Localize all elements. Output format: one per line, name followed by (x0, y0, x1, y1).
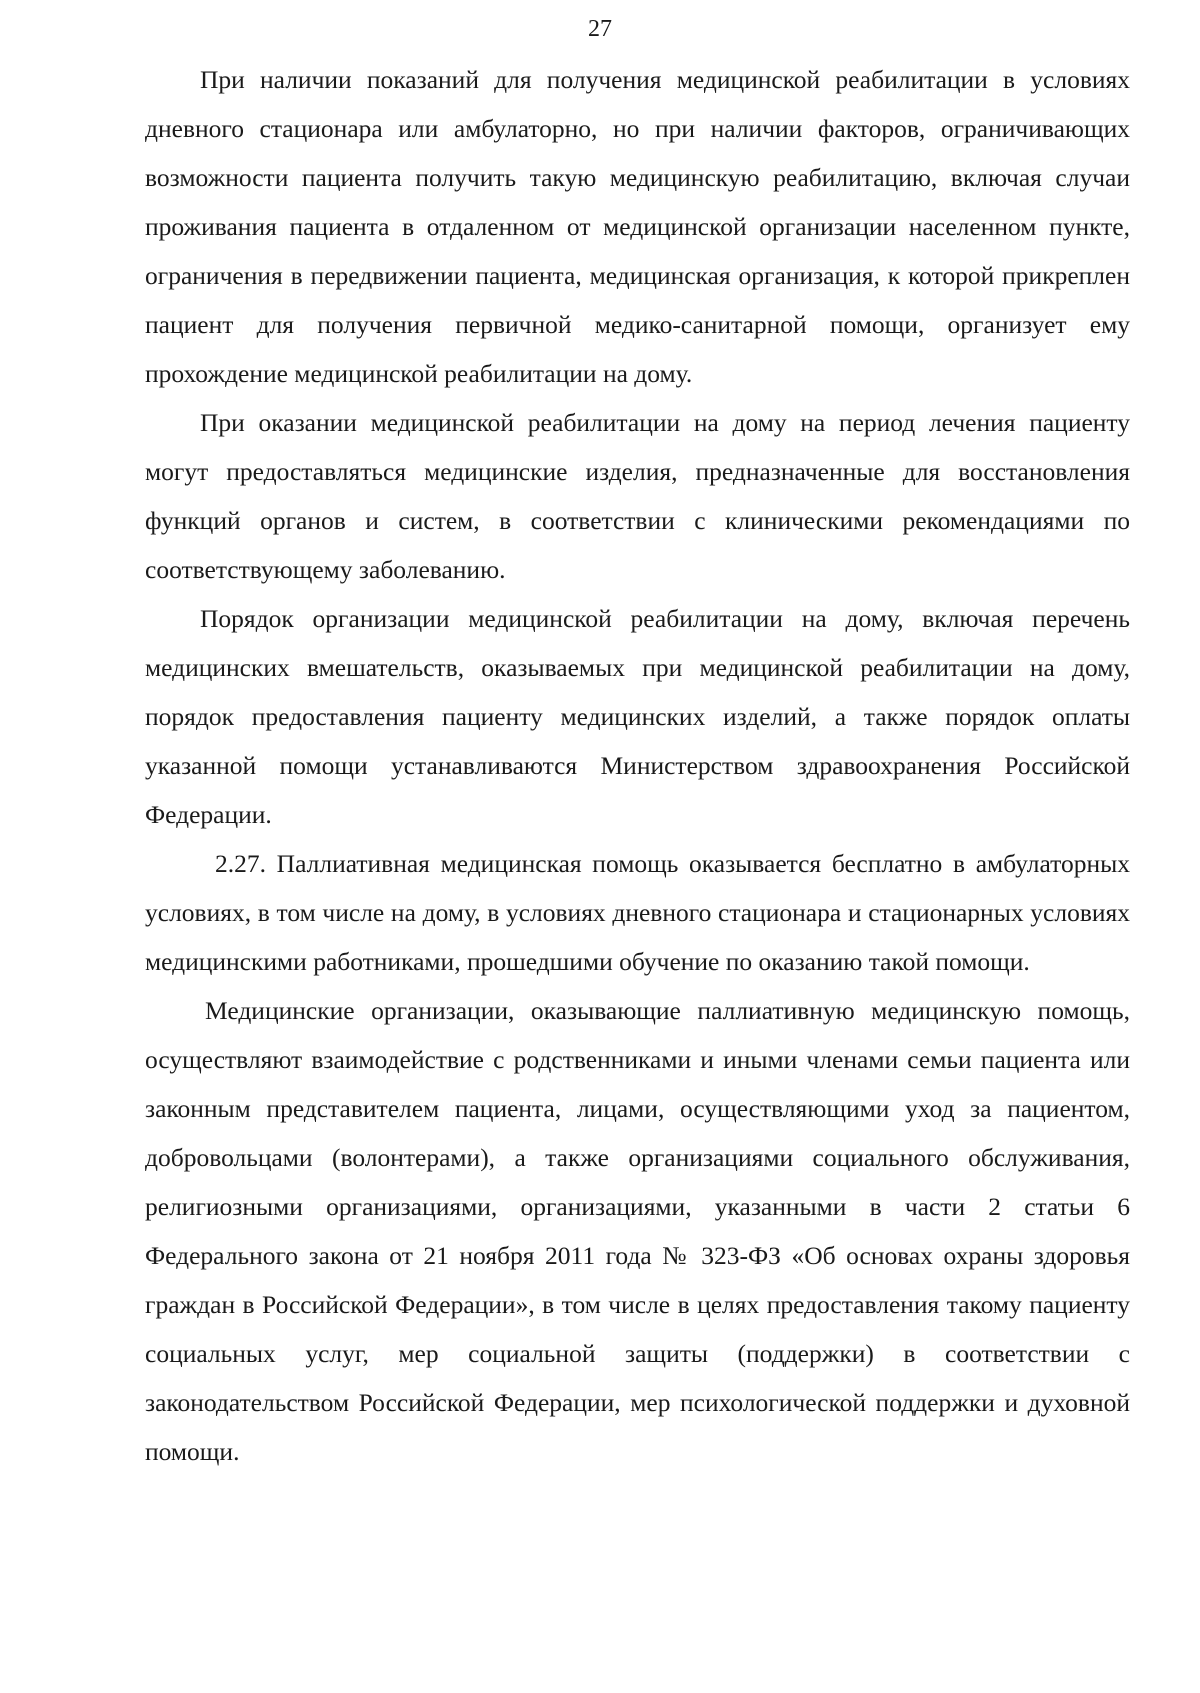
page-number: 27 (588, 16, 612, 42)
document-body (145, 55, 1130, 1476)
paragraph-medical-devices: При оказании медицинской реабилитации на дому на период лечения пациенту могут предоставляться медицинские изделия, предназначенные для восстановления функций органов и систем, в соответствии с клиническими рекомендациями по соответствующему заболеванию. (145, 408, 1130, 584)
paragraph-rehabilitation-procedure: Порядок организации медицинской реабилитации на дому, включая перечень медицинских вмешательств, оказываемых при медицинской реабилитации на дому, порядок предоставления пациенту медицинских изделий, а также порядок оплаты указанной помощи устанавливаются Министерством здравоохранения Российской Федерации. (145, 604, 1130, 829)
paragraph-home-rehabilitation: При наличии показаний для получения медицинской реабилитации в условиях дневного стационара или амбулаторно, но при наличии факторов, ограничивающих возможности пациента получить такую медицинскую реабилитацию, включая случаи проживания пациента в отдаленном от медицинской организации населенном пункте, ограничения в передвижении пациента, медицинская организация, к которой прикреплен пациент для получения первичной медико-санитарной помощи, организует ему прохождение медицинской реабилитации на дому. (145, 65, 1130, 388)
paragraph-palliative-care-2-27: 2.27. Паллиативная медицинская помощь оказывается бесплатно в амбулаторных условиях, в том числе на дому, в условиях дневного стационара и стационарных условиях медицинскими работниками, прошедшими обучение по оказанию такой помощи. (145, 849, 1130, 976)
paragraph-palliative-cooperation: Медицинские организации, оказывающие паллиативную медицинскую помощь, осуществляют взаимодействие с родственниками и иными членами семьи пациента или законным представителем пациента, лицами, осуществляющими уход за пациентом, добровольцами (волонтерами), а также организациями социального обслуживания, религиозными организациями, организациями, указанными в части 2 статьи 6 Федерального закона от 21 ноября 2011 года № 323-ФЗ «Об основах охраны здоровья граждан в Российской Федерации», в том числе в целях предоставления такому пациенту социальных услуг, мер социальной защиты (поддержки) в соответствии с законодательством Российской Федерации, мер психологической поддержки и духовной помощи. (145, 996, 1130, 1466)
